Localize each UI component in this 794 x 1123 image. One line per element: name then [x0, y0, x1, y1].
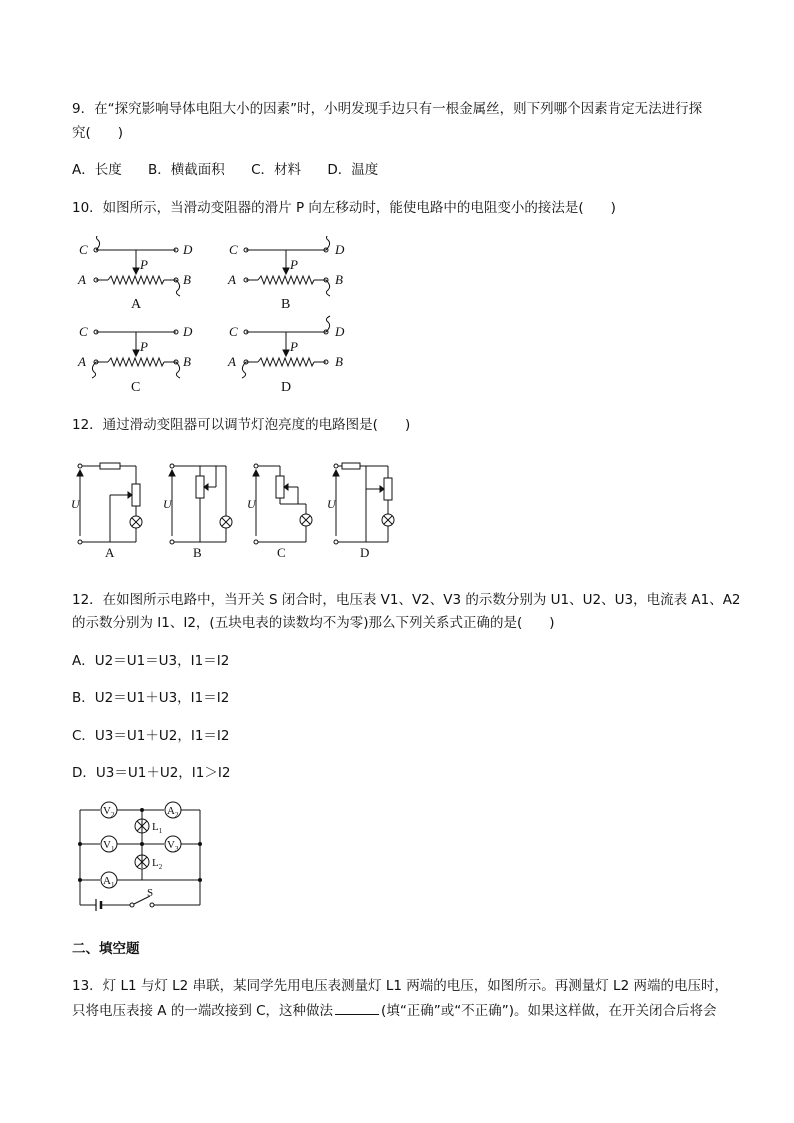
svg-text:B: B — [335, 354, 343, 369]
svg-text:A: A — [228, 272, 236, 287]
svg-text:B: B — [335, 272, 343, 287]
svg-text:D: D — [183, 324, 193, 339]
lamp-circuit-d — [333, 463, 394, 544]
q13-answer-blank[interactable] — [335, 1001, 379, 1015]
q13-stem-line2 — [72, 1001, 717, 1020]
svg-text:D: D — [183, 242, 193, 257]
rheostat-diagram-a — [94, 236, 180, 296]
svg-text:U: U — [247, 497, 256, 511]
q9-option-c: C．材料 — [251, 162, 302, 178]
q12a-stem: 12．通过滑动变阻器可以调节灯泡亮度的电路图是( ) — [72, 417, 411, 433]
q9-stem-line1: 9．在“探究影响导体电阻大小的因素”时，小明发现手边只有一根金属丝，则下列哪个因素肯定无法进行探 — [72, 101, 703, 117]
q9-option-d: D．温度 — [327, 162, 379, 178]
q12a-circuit-figure — [70, 458, 410, 560]
rheostat-diagram-b — [244, 236, 330, 296]
svg-text:V1: $V_1$ — [103, 839, 115, 853]
svg-text:L1: $L_1$ — [152, 821, 163, 835]
svg-text:A: A — [105, 545, 115, 560]
q12b-stem-line2: 的示数分别为 I1、I2，(五块电表的读数均不为零)那么下列关系式正确的是( ) — [72, 615, 555, 631]
svg-text:A: A — [78, 354, 86, 369]
lamp-circuit-b — [169, 464, 232, 544]
svg-text:P: P — [140, 257, 148, 272]
q10-rheostat-figure — [70, 236, 370, 398]
q12b-option-b: B．U2＝U1＋U3，I1＝I2 — [72, 690, 230, 706]
svg-text:C: C — [229, 242, 238, 257]
q13-stem-line2-part2: (填“正确”或“不正确”)。如果这样做，在开关闭合后将会 — [381, 1003, 717, 1019]
lamp-circuit-a — [77, 463, 142, 544]
q9-options — [72, 161, 400, 179]
svg-text:U: U — [327, 497, 336, 511]
q9-option-a: A．长度 — [72, 162, 122, 178]
q12b-option-a: A．U2＝U1＝U3，I1＝I2 — [72, 653, 230, 669]
svg-text:P: P — [290, 339, 298, 354]
svg-text:C: C — [277, 545, 286, 560]
svg-text:V2: $V_2$ — [103, 805, 115, 819]
svg-text:S: S — [147, 887, 154, 899]
svg-text:D: D — [335, 324, 345, 339]
svg-text:B: B — [183, 354, 191, 369]
rheostat-diagram-c — [92, 330, 180, 378]
svg-text:C: C — [131, 380, 141, 395]
lamp-circuit-c — [253, 464, 312, 544]
q10-stem: 10．如图所示，当滑动变阻器的滑片 P 向左移动时，能使电路中的电阻变小的接法是( ) — [72, 200, 616, 216]
svg-text:A2: $A_2$ — [167, 805, 179, 819]
svg-text:A: A — [228, 354, 236, 369]
svg-text:C: C — [79, 242, 88, 257]
svg-text:V3: $V_3$ — [167, 839, 179, 853]
section-title: 二、填空题 — [72, 941, 140, 957]
svg-text:P: P — [290, 257, 298, 272]
svg-text:A: A — [131, 297, 142, 312]
svg-text:U: U — [163, 497, 172, 511]
q12b-stem-line1: 12．在如图所示电路中，当开关 S 闭合时，电压表 V1、V2、V3 的示数分别为 U1、U2、U3，电流表 A1、A2 — [72, 592, 741, 608]
svg-text:U: U — [71, 497, 80, 511]
svg-text:A1: $A_1$ — [103, 875, 115, 889]
svg-text:B: B — [193, 545, 202, 560]
svg-text:D: D — [360, 545, 370, 560]
svg-text:C: C — [79, 324, 88, 339]
svg-text:A: A — [78, 272, 86, 287]
svg-text:P: P — [140, 339, 148, 354]
q12b-meter-circuit-figure — [74, 800, 210, 916]
svg-text:D: D — [281, 380, 292, 395]
q9-option-b: B．横截面积 — [148, 162, 225, 178]
svg-text:D: D — [335, 242, 345, 257]
svg-text:C: C — [229, 324, 238, 339]
q12b-option-c: C．U3＝U1＋U2，I1＝I2 — [72, 728, 230, 744]
q13-stem-line2-part1: 只将电压表接 A 的一端改接到 C，这种做法 — [72, 1003, 334, 1019]
rheostat-diagram-d — [242, 316, 330, 378]
svg-text:B: B — [183, 272, 191, 287]
q12b-option-d: D．U3＝U1＋U2，I1＞I2 — [72, 765, 231, 781]
q13-stem-line1: 13．灯 L1 与灯 L2 串联，某同学先用电压表测量灯 L1 两端的电压，如图所示。再测量灯 L2 两端的电压时， — [72, 978, 728, 994]
svg-text:L2: $L_2$ — [152, 857, 163, 871]
svg-text:B: B — [281, 297, 291, 312]
q9-stem-line2: 究( ) — [72, 125, 124, 141]
